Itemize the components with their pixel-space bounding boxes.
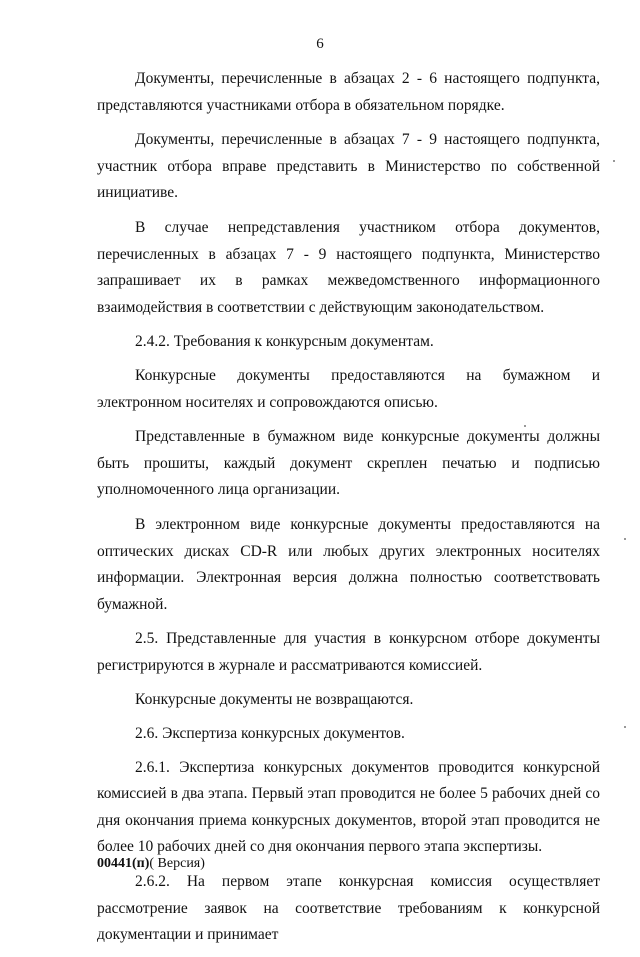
scan-speck [624, 726, 626, 728]
paragraph-optional-docs: Документы, перечисленные в абзацах 7 - 9 настоящего подпункта, участник отбора вправе представить в Министерство по собственной инициативе. [97, 131, 600, 202]
document-code: 00441(п) [97, 856, 150, 871]
paragraph-2-6-1-stages: 2.6.1. Экспертиза конкурсных документов проводится конкурсной комиссией в два этапа. Первый этап проводится не более 5 рабочих дней со дня окончания приема конкурсных документов, второй этап проводится не более 10 рабочих дней со дня окончания первого этапа экспертизы. [97, 758, 600, 856]
page-number: 6 [316, 36, 324, 52]
paragraph-not-returned: Конкурсные документы не возвращаются. [135, 691, 414, 709]
scan-speck [613, 160, 615, 162]
paragraph-media: Конкурсные документы предоставляются на бумажном и электронном носителях и сопровождаются описью. [97, 366, 600, 411]
scan-speck [624, 538, 626, 540]
footer [97, 856, 205, 872]
paragraph-electronic-docs: В электронном виде конкурсные документы предоставляются на оптических дисках CD-R или любых других электронных носителях информации. Электронная версия должна полностью соответствовать бумажной. [97, 515, 600, 613]
document-body [97, 66, 600, 957]
paragraph-heading-2-4-2: 2.4.2. Требования к конкурсным документам. [135, 333, 434, 351]
paragraph-paper-docs: Представленные в бумажном виде конкурсные документы должны быть прошиты, каждый документ скреплен печатью и подписью уполномоченного лица организации. [97, 428, 600, 499]
paragraph-2-5-registration: 2.5. Представленные для участия в конкурсном отборе документы регистрируются в журнале и рассматриваются комиссией. [97, 630, 600, 674]
scan-speck [524, 425, 526, 427]
document-version: ( Версия) [149, 856, 205, 871]
paragraph-interagency-request: В случае непредставления участником отбора документов, перечисленных в абзацах 7 - 9 настоящего подпункта, Министерство запрашивает их в рамках межведомственного информационного взаимодействия в соответствии с действующим законодательством. [97, 218, 600, 316]
paragraph-required-docs: Документы, перечисленные в абзацах 2 - 6 настоящего подпункта, представляются участниками отбора в обязательном порядке. [97, 70, 600, 114]
paragraph-heading-2-6: 2.6. Экспертиза конкурсных документов. [135, 725, 405, 743]
paragraph-2-6-2-first-stage: 2.6.2. На первом этапе конкурсная комиссия осуществляет рассмотрение заявок на соответствие требованиям к конкурсной документации и принимает [97, 873, 600, 944]
